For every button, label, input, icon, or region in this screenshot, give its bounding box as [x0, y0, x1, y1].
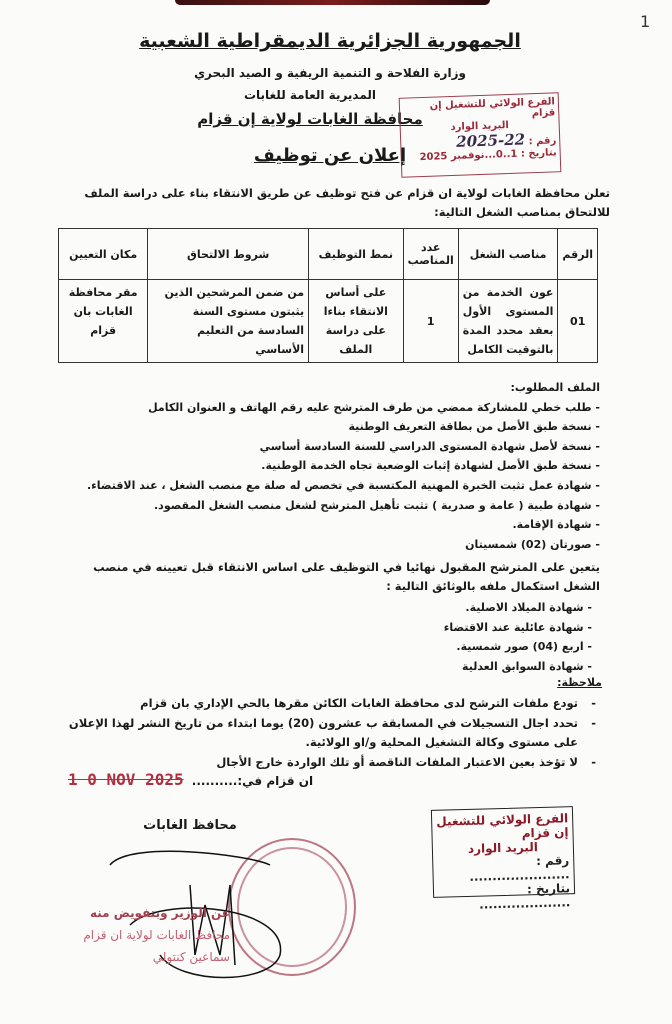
col-header: شروط الالتحاق	[148, 229, 309, 280]
table-row	[59, 280, 598, 363]
col-header: مكان التعيين	[59, 229, 148, 280]
country-heading: الجمهورية الجزائرية الديمقراطية الشعبية	[139, 30, 521, 52]
stamp-line2: البريد الوارد	[450, 119, 510, 134]
intro-paragraph: تعلن محافظة الغابات لولاية ان قزام عن فتح توظيف عن طريق الانتقاء بناء على دراسة الملف للالتحاق بمناصب الشغل التالية:	[84, 186, 610, 219]
date-stamp: 1 0 NOV 2025	[68, 770, 184, 789]
ministry-heading: وزارة الفلاحة و التنمية الريفية و الصيد البحري	[194, 66, 466, 80]
col-header: الرقم	[558, 229, 598, 280]
stamp-date-label: بتاريخ : ....................	[479, 881, 571, 912]
stamp-line1: الفرع الولائي للتشغيل إن قزام	[436, 811, 569, 841]
table-header-row	[59, 229, 598, 280]
stamp-date-label: بتاريخ :	[520, 147, 557, 160]
stamp-number-value: 22-2025	[455, 130, 526, 151]
signatory-block	[30, 902, 230, 968]
cell-conditions: من ضمن المرشحين الذين يثبتون مستوى السنة السادسة من التعليم الأساسي	[148, 280, 309, 363]
signatory-line1: عن الوزير وبتفويض منه	[89, 906, 230, 920]
note-item: - تودع ملفات الترشح لدى محافظة الغابات الكائن مقرها بالحي الإداري بان قزام	[50, 694, 600, 714]
final-paragraph: يتعين على المترشح المقبول نهائيا في التوظيف على اساس الانتقاء قبل تعيينه في منصب الشغل استكمال ملفه بالوثائق التالية :	[93, 560, 600, 593]
cell-number: 01	[558, 280, 598, 363]
place-date-label: ان قزام في:..........	[191, 774, 314, 788]
note-item: - تحدد اجال التسجيلات في المسابقة ب عشرون (20) يوما ابتداء من تاريخ النشر لهذا الإعلان على مستوى وكالة التشغيل المحلية و/او الولائية.	[50, 714, 600, 753]
cell-location: مقر محافظة الغابات بان قزام	[59, 280, 148, 363]
col-header: نمط التوظيف	[309, 229, 404, 280]
list-item: - شهادة عمل تثبت الخبرة المهنية المكتسبة في تخصص له صلة مع منصب الشغل ، عند الاقتضاء.	[86, 478, 600, 492]
list-item: - شهادة الإقامة.	[512, 518, 600, 532]
signatory-name: سماعين كنتولي	[152, 950, 230, 964]
list-item: - طلب خطي للمشاركة ممضي من طرف المترشح عليه رقم الهاتف و العنوان الكامل	[148, 400, 600, 414]
list-item: - شهادة طبية ( عامة و صدرية ) تثبت تأهيل المترشح لشغل منصب الشغل المقصود.	[154, 498, 600, 512]
required-file-list	[60, 378, 600, 554]
col-header: مناصب الشغل	[458, 229, 558, 280]
cell-position: عون الخدمة من المستوى الأول بعقد محدد المدة بالتوقيت الكامل	[458, 280, 558, 363]
cell-count: 1	[403, 280, 458, 363]
signatory-line2: محافظ الغابات لولاية ان قزام	[83, 928, 230, 942]
cell-recruitment-mode: على أساس الانتقاء بناءا على دراسة الملف	[309, 280, 404, 363]
direction-heading: المديرية العامة للغابات	[243, 88, 377, 102]
list-item: - اربع (04) صور شمسية.	[456, 640, 592, 653]
positions-table	[58, 228, 598, 363]
stamp-date-value: 1..0...نوفمبر 2025	[419, 148, 518, 164]
document-title: إعلان عن توظيف	[253, 145, 407, 166]
required-file-title: الملف المطلوب:	[510, 381, 600, 394]
stamp-line2: البريد الوارد	[467, 840, 539, 856]
top-edge-shadow	[175, 0, 490, 5]
note-title: ملاحظة:	[557, 676, 602, 689]
page-number: 1	[640, 12, 651, 31]
list-item: - شهادة عائلية عند الاقتضاء	[443, 620, 592, 634]
stamp-line1: الفرع الولائي للتشغيل إن قزام	[429, 96, 556, 120]
list-item: - صورتان (02) شمسيتان	[465, 537, 600, 551]
incoming-mail-stamp-bottom	[431, 806, 575, 912]
col-header: عدد المناصب	[403, 229, 458, 280]
list-item: - شهادة السوابق العدلية	[462, 659, 592, 673]
list-item: - نسخة طبق الأصل لشهادة إثبات الوضعية تجاه الخدمة الوطنية.	[261, 459, 600, 473]
notes-list	[50, 694, 600, 772]
note-item: - لا تؤخذ بعين الاعتبار الملفات الناقصة أو تلك الواردة خارج الأجال	[50, 753, 600, 773]
stamp-number-label: رقم :	[528, 135, 557, 148]
conservation-heading: محافظة الغابات لولاية إن قزام	[197, 110, 423, 128]
list-item: - نسخة لأصل شهادة المستوى الدراسي للسنة السادسة أساسي	[259, 439, 600, 453]
list-item: - نسخة طبق الأصل من بطاقة التعريف الوطنية	[348, 420, 600, 434]
list-item: - شهادة الميلاد الاصلية.	[465, 601, 592, 614]
place-date-line	[68, 770, 313, 789]
final-docs-list	[292, 598, 600, 676]
stamp-number-label: رقم : ......................	[469, 853, 570, 884]
signatory-title: محافظ الغابات	[143, 818, 237, 833]
